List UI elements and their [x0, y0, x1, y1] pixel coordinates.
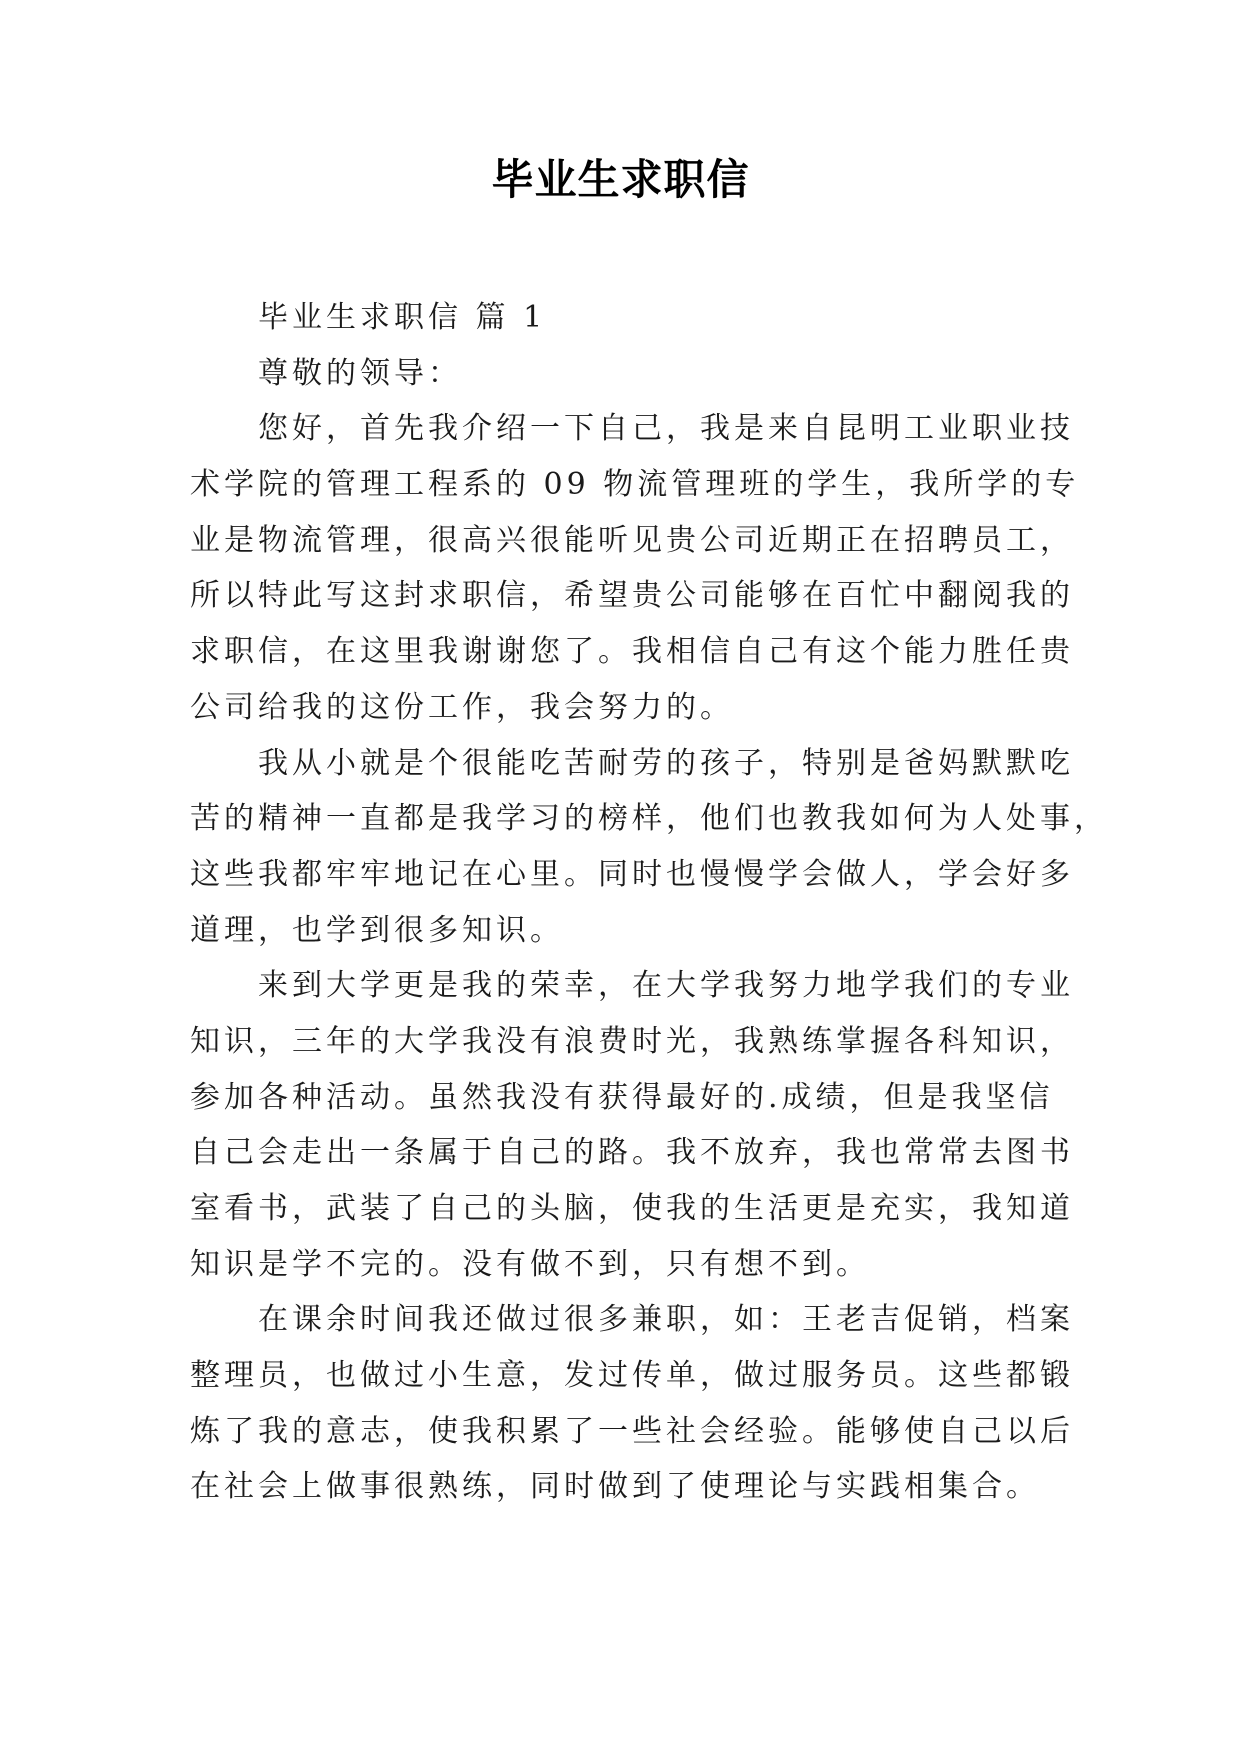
paragraph-line: 这些我都牢牢地记在心里。同时也慢慢学会做人，学会好多 [190, 856, 1074, 892]
paragraph-line: 苦的精神一直都是我学习的榜样，他们也教我如何为人处事， [190, 801, 1108, 837]
paragraph-line: 室看书，武装了自己的头脑，使我的生活更是充实，我知道 [190, 1191, 1074, 1226]
paragraph-line: 知识，三年的大学我没有浪费时光，我熟练掌握各科知识， [190, 1023, 1074, 1059]
paragraph-university [190, 958, 1074, 1292]
paragraph-line: 参加各种活动。虽然我没有获得最好的.成绩，但是我坚信 [190, 1079, 1054, 1115]
paragraph-line: 自己会走出一条属于自己的路。我不放弃，我也常常去图书 [190, 1135, 1074, 1171]
salutation: 尊敬的领导： [258, 355, 462, 391]
paragraph-line: 整理员，也做过小生意，发过传单，做过服务员。这些都锻 [190, 1358, 1074, 1394]
section-heading: 毕业生求职信 篇 1 [258, 300, 547, 335]
paragraph-line: 所以特此写这封求职信，希望贵公司能够在百忙中翻阅我的 [190, 578, 1074, 614]
paragraph-childhood [190, 736, 1108, 959]
document-title: 毕业生求职信 [491, 155, 750, 204]
paragraph-line: 您好，首先我介绍一下自己，我是来自昆明工业职业技 [258, 411, 1074, 447]
paragraph-line: 术学院的管理工程系的 09 物流管理班的学生，我所学的专 [190, 467, 1080, 503]
paragraph-line: 道理，也学到很多知识。 [190, 912, 564, 948]
paragraph-line: 来到大学更是我的荣幸，在大学我努力地学我们的专业 [258, 968, 1074, 1004]
paragraph-line: 求职信，在这里我谢谢您了。我相信自己有这个能力胜任贵 [190, 634, 1074, 670]
paragraph-intro [190, 401, 1080, 735]
paragraph-parttime [190, 1292, 1074, 1515]
paragraph-line: 在课余时间我还做过很多兼职，如：王老吉促销，档案 [258, 1302, 1074, 1338]
paragraph-line: 公司给我的这份工作，我会努力的。 [190, 689, 734, 725]
paragraph-line: 知识是学不完的。没有做不到，只有想不到。 [190, 1246, 870, 1282]
paragraph-line: 业是物流管理，很高兴很能听见贵公司近期正在招聘员工， [190, 522, 1074, 558]
paragraph-line: 我从小就是个很能吃苦耐劳的孩子，特别是爸妈默默吃 [258, 745, 1074, 781]
paragraph-line: 在社会上做事很熟练，同时做到了使理论与实践相集合。 [190, 1469, 1040, 1505]
document-body [190, 290, 1108, 1515]
paragraph-line: 炼了我的意志，使我积累了一些社会经验。能够使自己以后 [190, 1413, 1074, 1449]
